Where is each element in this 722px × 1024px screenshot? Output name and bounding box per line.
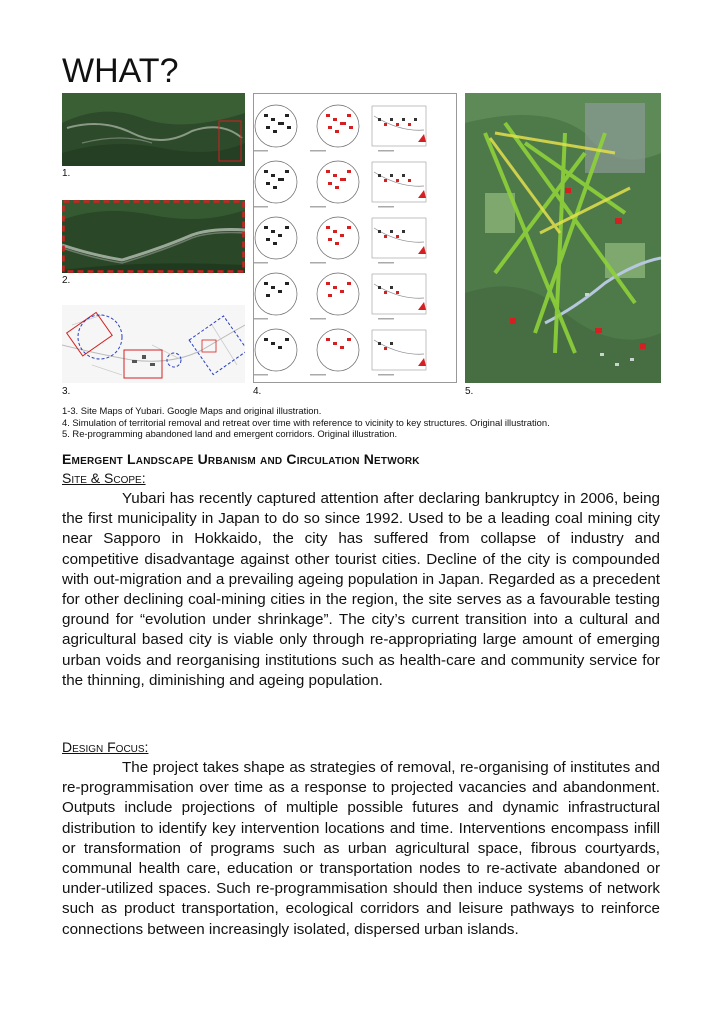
simulation-thumbnail	[254, 161, 297, 208]
caption-1: 1-3. Site Maps of Yubari. Google Maps and original illustration.	[62, 405, 322, 416]
simulation-thumbnail	[372, 218, 426, 264]
simulation-thumbnail	[310, 273, 359, 320]
simulation-thumbnail	[310, 105, 359, 152]
corridor-map	[465, 93, 661, 383]
simulation-thumbnail	[372, 330, 426, 376]
figure-1-label: 1.	[62, 168, 71, 179]
page-title: WHAT?	[62, 52, 179, 90]
simulation-grid	[253, 93, 457, 383]
simulation-thumbnail	[372, 162, 426, 208]
figure-2-label: 2.	[62, 275, 71, 286]
figure-captions	[62, 405, 550, 440]
simulation-thumbnail	[254, 217, 297, 264]
simulation-thumbnail	[310, 329, 359, 376]
site-map-illustration	[62, 305, 245, 383]
simulation-thumbnail	[310, 217, 359, 264]
design-focus-paragraph: The project takes shape as strategies of removal, re-organising of institutes and re-programmisation over time as a response to projected vacancies and abandonment. Outputs include projections of multiple possible futures and dynamic infrastructural distribution to identify key intervention locations and time. Interventions encompass infill or transformation of programs such as urban agricultural space, fibrous courtyards, communal health care, education or transportation nodes to re-activate abandoned or under-utilized spaces. Such re-programmisation should then induce systems of network such as product transportation, ecological corridors and leisure pathways to reinforce connections between increasingly isolated, dispersed urban islands.	[62, 759, 660, 938]
simulation-thumbnail	[254, 105, 297, 152]
figure-5-label: 5.	[465, 386, 474, 397]
figure-4-label: 4.	[253, 386, 262, 397]
simulation-thumbnail	[372, 274, 426, 320]
caption-3: 5. Re-programming abandoned land and emergent corridors. Original illustration.	[62, 428, 398, 439]
simulation-thumbnail	[254, 329, 297, 376]
simulation-thumbnail	[372, 106, 426, 152]
satellite-map-overview	[62, 93, 245, 166]
design-focus-label: Design Focus:	[62, 739, 149, 755]
figure-3-label: 3.	[62, 386, 71, 397]
caption-2: 4. Simulation of territorial removal and retreat over time with reference to vicinity to key structures. Original illustration.	[62, 416, 550, 428]
satellite-map-valley	[62, 200, 245, 273]
simulation-thumbnail	[254, 273, 297, 320]
simulation-thumbnail	[310, 161, 359, 208]
site-scope-label: Site & Scope:	[62, 470, 146, 486]
section-heading: Emergent Landscape Urbanism and Circulation Network	[62, 451, 420, 467]
site-scope-paragraph: Yubari has recently captured attention after declaring bankruptcy in 2006, being the first municipality in Japan to do so since 1992. Used to be a leading coal mining city near Sapporo in Hokkaido, the city has suffered from collapse of industry and competitive disadvantage against other tourist cities. Decline of the city is compounded with out-migration and a prevailing ageing population in Japan. Regarded as a precedent for other declining coal-mining cities in the region, the site serves as a favourable testing ground for “evolution under shrinkage”. The city’s current transition into a cultural and agricultural based city is viable only through re-appropriating large amount of emerging urban voids and reorganising institutions such as health-care and community service for the thinning, diminishing and ageing population.	[62, 490, 660, 689]
